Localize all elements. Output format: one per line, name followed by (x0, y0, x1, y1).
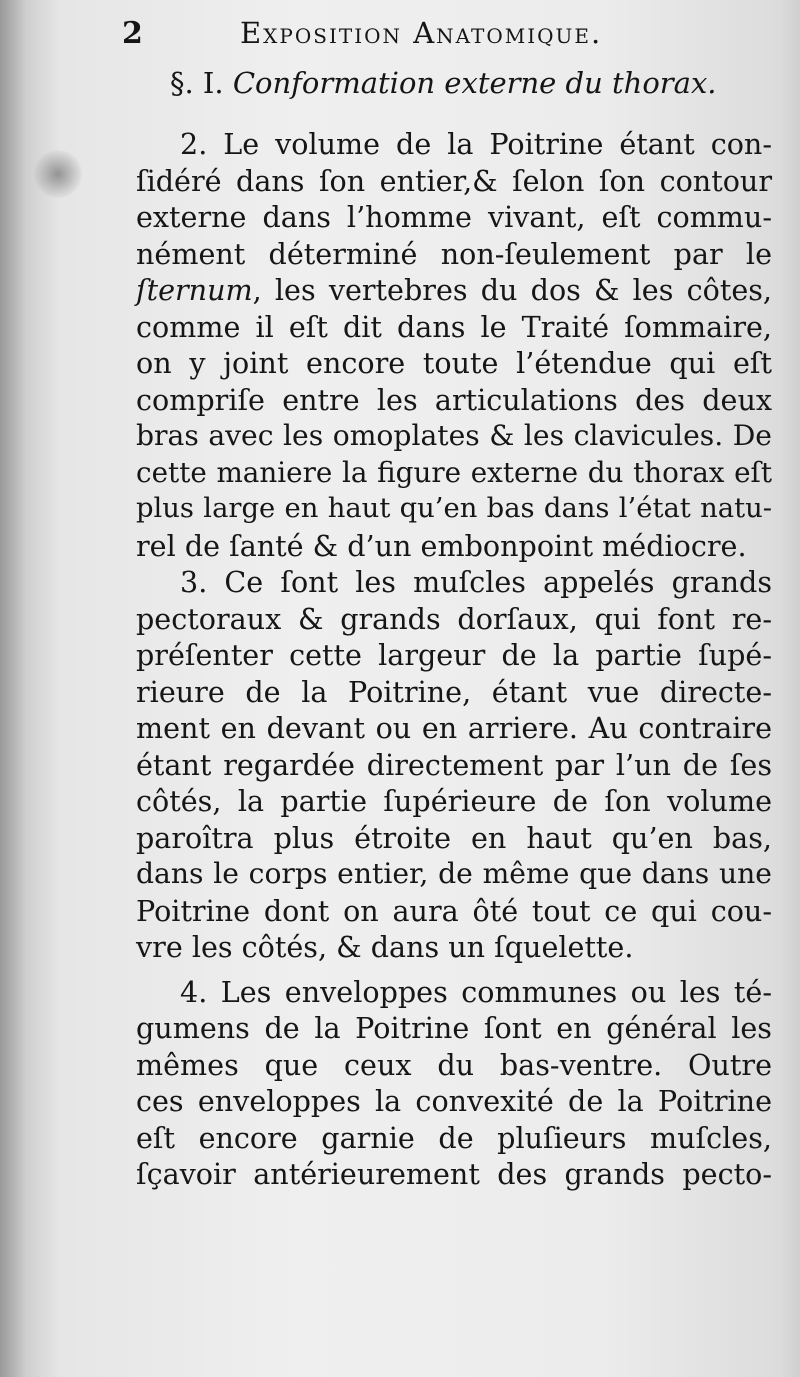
text-line: plus large en haut qu’en bas dans l’état natu- (136, 493, 772, 524)
text-line: étant regardée directement par l’un de ſes (136, 747, 772, 782)
text-line: mêmes que ceux du bas-ventre. Outre (136, 1047, 772, 1082)
page-header (0, 10, 800, 60)
text-line: vre les côtés, & dans un ſquelette. (136, 930, 634, 964)
text-line: 2. Le volume de la Poitrine étant con- (180, 127, 772, 161)
text-line: ment en devant ou en arriere. Au contraire (136, 711, 772, 745)
text-line: Poitrine dont on aura ôté tout ce qui cou- (136, 893, 772, 928)
page-gutter-shadow (0, 0, 26, 1377)
text-line: eſt encore garnie de pluſieurs muſcles, (136, 1120, 772, 1155)
page-number: 2 (122, 16, 143, 51)
text-line: préſenter cette largeur de la partie ſupé- (136, 638, 772, 672)
text-line: 3. Ce ſont les muſcles appelés grands (180, 565, 772, 599)
text-line: côtés, la partie ſupérieure de ſon volume (136, 784, 772, 818)
text-line: cette maniere la figure externe du thorax eſt (136, 455, 772, 489)
body-text (136, 126, 772, 1193)
paragraph-4 (136, 974, 772, 1193)
text-line: ſternum, les vertebres du dos & les côtes, (136, 273, 772, 307)
text-line: bras avec les omoplates & les clavicules. De (136, 419, 772, 452)
text-line: ſçavoir antérieurement des grands pecto- (136, 1157, 772, 1191)
text-line: dans le corps entier, de même que dans une (136, 857, 772, 890)
running-head: Exposition Anatomique. (240, 16, 603, 50)
text-line: on y joint encore toute l’étendue qui eſt (136, 346, 772, 380)
paragraph-2 (136, 126, 772, 564)
text-line: paroîtra plus étroite en haut qu’en bas, (136, 820, 772, 855)
section-title: Conformation externe du thorax. (232, 66, 717, 100)
text-line: rieure de la Poitrine, étant vue directe- (136, 674, 772, 709)
text-line: pectoraux & grands dorſaux, qui font re- (136, 601, 772, 636)
italic-term: ſternum (136, 273, 253, 307)
text-line: ſidéré dans ſon entier,& ſelon ſon contour (136, 163, 772, 198)
text-line: nément déterminé non-ſeulement par le (136, 236, 772, 271)
section-number: §. I. (170, 66, 224, 100)
text-line: ces enveloppes la convexité de la Poitrine (136, 1084, 772, 1118)
text-line: gumens de la Poitrine ſont en général les (136, 1011, 772, 1045)
text-line: externe dans l’homme vivant, eſt commu- (136, 200, 772, 234)
ink-smudge (34, 150, 82, 198)
text-line: comme il eſt dit dans le Traité ſommaire, (136, 309, 772, 344)
text-line: 4. Les enveloppes communes ou les té- (180, 974, 772, 1009)
paragraph-3 (136, 564, 772, 966)
text-line: rel de ſanté & d’un embonpoint médiocre. (136, 528, 747, 563)
text-line: compriſe entre les articulations des deux (136, 382, 772, 417)
section-heading (170, 66, 717, 100)
paragraph-spacer (136, 966, 772, 974)
